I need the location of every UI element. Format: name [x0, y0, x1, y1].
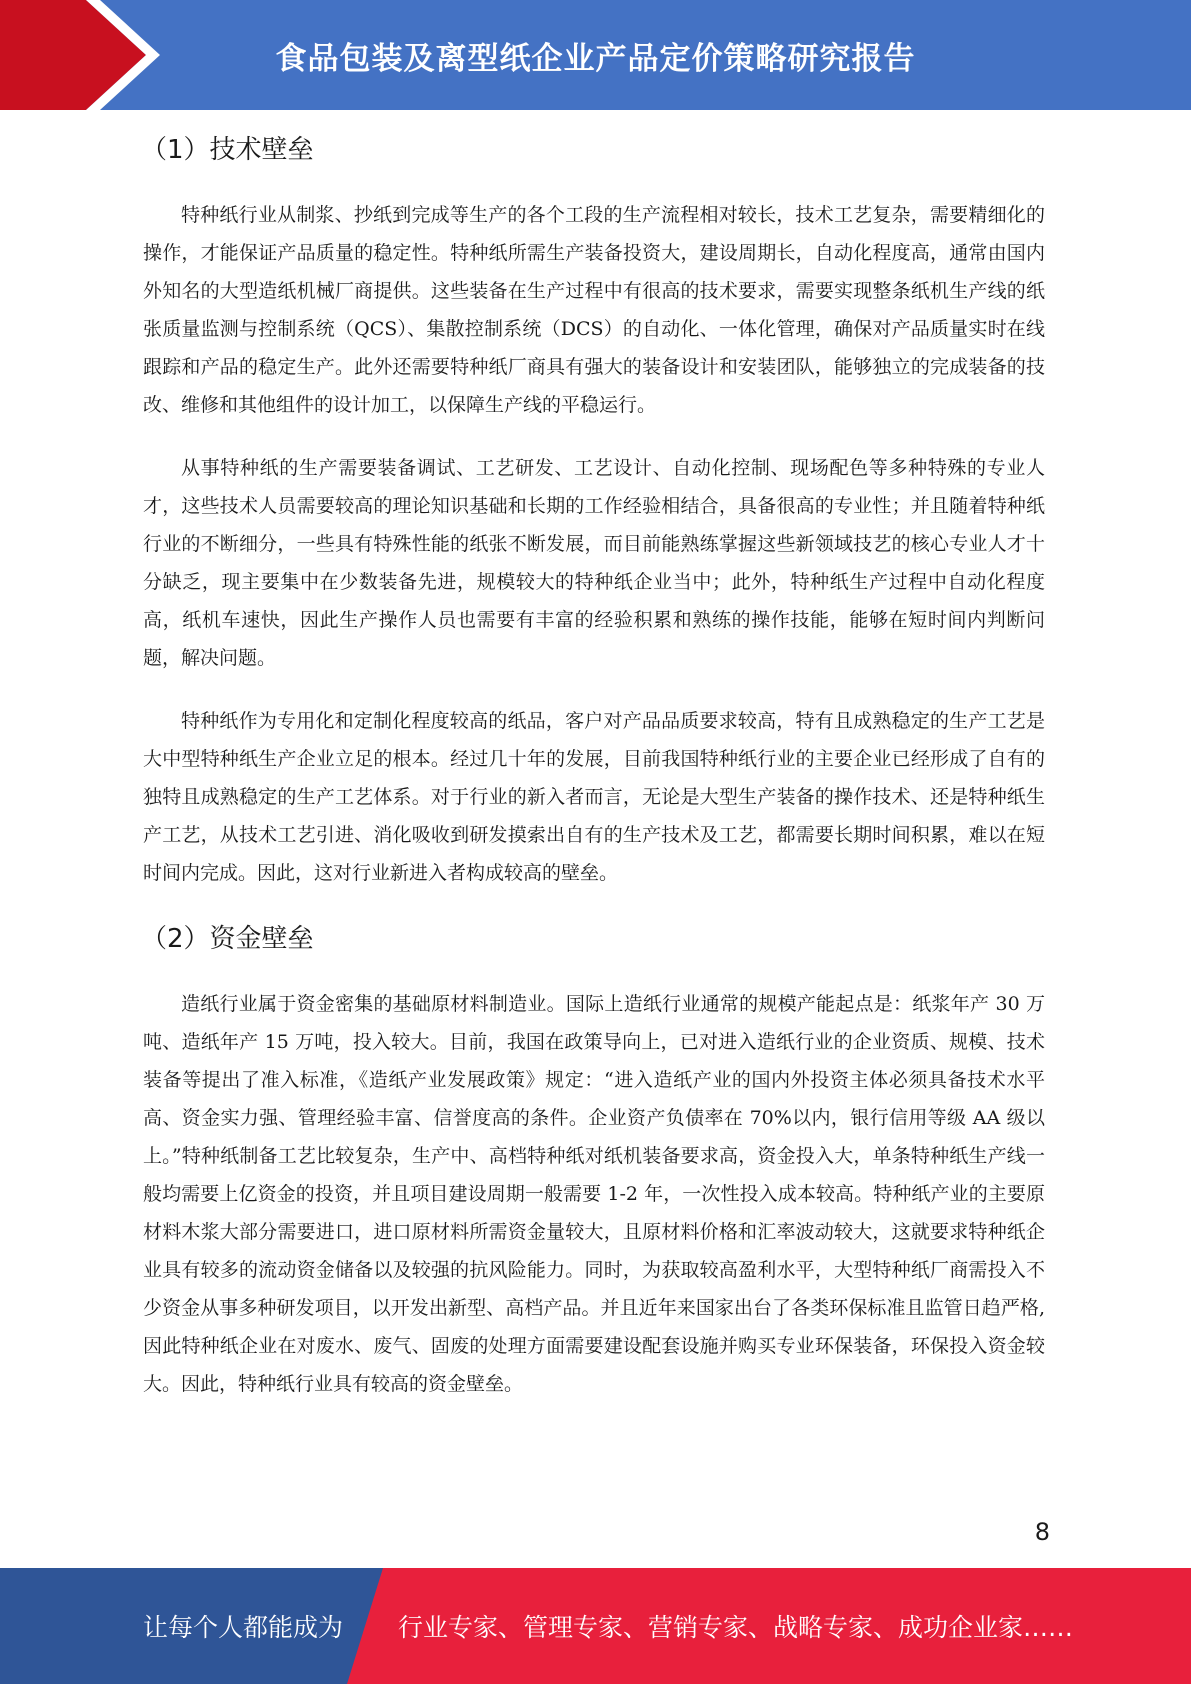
- footer-slogan-right: 行业专家、管理专家、营销专家、战略专家、成功企业家……: [398, 1613, 1074, 1642]
- section-heading-technical-barrier: （1）技术壁垒: [141, 135, 314, 165]
- page-number: 8: [1034, 1518, 1050, 1546]
- paragraph: 特种纸作为专用化和定制化程度较高的纸品，客户对产品品质要求较高，特有且成熟稳定的生产工艺是大中型特种纸生产企业立足的根本。经过几十年的发展，目前我国特种纸行业的主要企业已经形成了自有的独特且成熟稳定的生产工艺体系。对于行业的新入者而言，无论是大型生产装备的操作技术、还是特种纸生产工艺，从技术工艺引进、消化吸收到研发摸索出自有的生产技术及工艺，都需要长期时间积累，难以在短时间内完成。因此，这对行业新进入者构成较高的壁垒。: [143, 710, 1045, 884]
- report-title: 食品包装及离型纸企业产品定价策略研究报告: [275, 40, 916, 77]
- page-footer: [0, 1568, 1191, 1684]
- paragraph: 从事特种纸的生产需要装备调试、工艺研发、工艺设计、自动化控制、现场配色等多种特殊的专业人才，这些技术人员需要较高的理论知识基础和长期的工作经验相结合，具备很高的专业性；并且随着特种纸行业的不断细分，一些具有特殊性能的纸张不断发展，而目前能熟练掌握这些新领域技艺的核心专业人才十分缺乏，现主要集中在少数装备先进，规模较大的特种纸企业当中；此外，特种纸生产过程中自动化程度高，纸机车速快，因此生产操作人员也需要有丰富的经验积累和熟练的操作技能，能够在短时间内判断问题，解决问题。: [143, 457, 1045, 669]
- document-body: [143, 128, 1045, 1428]
- paragraph: 造纸行业属于资金密集的基础原材料制造业。国际上造纸行业通常的规模产能起点是：纸浆年产 30 万吨、造纸年产 15 万吨，投入较大。目前，我国在政策导向上，已对进入造纸行业的企业资质、规模、技术装备等提出了准入标准，《造纸产业发展政策》规定：“进入造纸产业的国内外投资主体必须具备技术水平高、资金实力强、管理经验丰富、信誉度高的条件。企业资产负债率在 70%以内，银行信用等级 AA 级以上。”特种纸制备工艺比较复杂，生产中、高档特种纸对纸机装备要求高，资金投入大，单条特种纸生产线一般均需要上亿资金的投资，并且项目建设周期一般需要 1-2 年，一次性投入成本较高。特种纸产业的主要原材料木浆大部分需要进口，进口原材料所需资金量较大，且原材料价格和汇率波动较大，这就要求特种纸企业具有较多的流动资金储备以及较强的抗风险能力。同时，为获取较高盈利水平，大型特种纸厂商需投入不少资金从事多种研发项目，以开发出新型、高档产品。并且近年来国家出台了各类环保标准且监管日趋严格,因此特种纸企业在对废水、废气、固废的处理方面需要建设配套设施并购买专业环保装备，环保投入资金较大。因此，特种纸行业具有较高的资金壁垒。: [143, 993, 1045, 1395]
- footer-slogan-left: 让每个人都能成为: [143, 1613, 344, 1642]
- paragraph: 特种纸行业从制浆、抄纸到完成等生产的各个工段的生产流程相对较长，技术工艺复杂，需要精细化的操作，才能保证产品质量的稳定性。特种纸所需生产装备投资大，建设周期长，自动化程度高，通常由国内外知名的大型造纸机械厂商提供。这些装备在生产过程中有很高的技术要求，需要实现整条纸机生产线的纸张质量监测与控制系统（QCS）、集散控制系统（DCS）的自动化、一体化管理，确保对产品质量实时在线跟踪和产品的稳定生产。此外还需要特种纸厂商具有强大的装备设计和安装团队，能够独立的完成装备的技改、维修和其他组件的设计加工，以保障生产线的平稳运行。: [143, 204, 1045, 416]
- page-header: [0, 0, 1191, 110]
- section-heading-capital-barrier: （2）资金壁垒: [141, 924, 314, 954]
